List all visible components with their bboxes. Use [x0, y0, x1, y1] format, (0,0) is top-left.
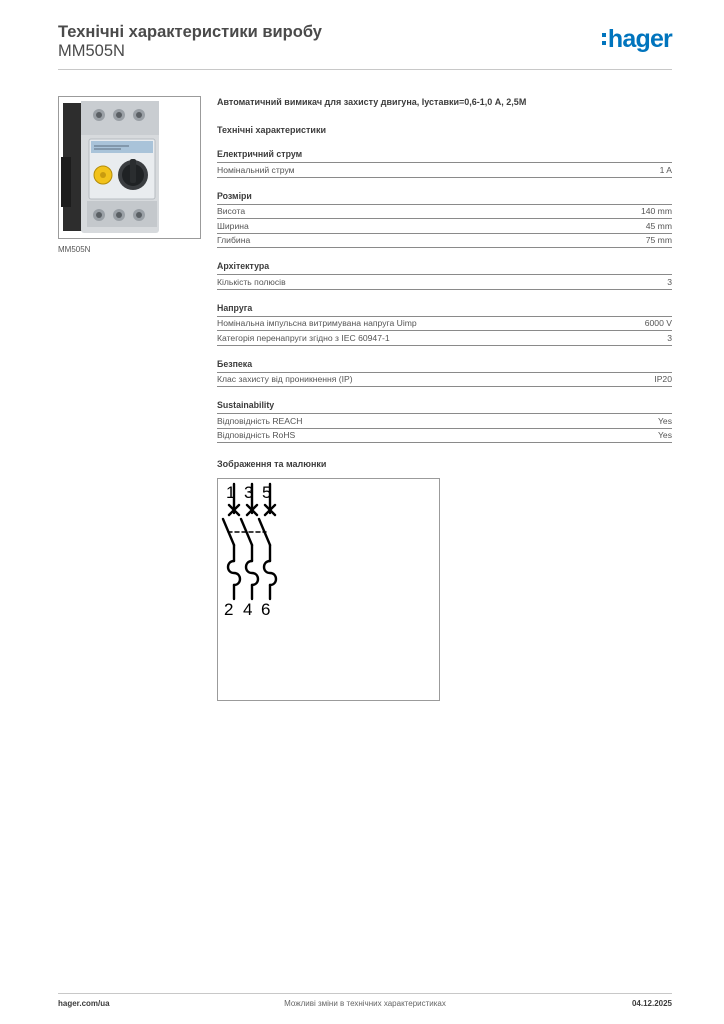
- logo-wordmark: hager: [607, 24, 672, 53]
- spec-value: 3: [667, 332, 672, 343]
- spec-label: Кількість полюсів: [217, 276, 286, 287]
- spec-group-title: Електричний струм: [217, 149, 672, 163]
- spec-row: [217, 429, 672, 444]
- spec-row: [217, 275, 672, 290]
- spec-row: [217, 414, 672, 429]
- motor-circuit-breaker-photo: [59, 97, 200, 238]
- document-title: Технічні характеристики виробу: [58, 23, 322, 41]
- footer-notice: Можливі зміни в технічних характеристиках: [284, 999, 446, 1008]
- spec-label: Висота: [217, 206, 246, 217]
- specs-heading: Технічні характеристики: [217, 125, 326, 135]
- spec-group-title: Безпека: [217, 359, 672, 373]
- spec-group-voltage: [217, 303, 672, 346]
- product-image: [58, 96, 201, 239]
- spec-label: Відповідність REACH: [217, 415, 303, 426]
- terminal-label: 1: [226, 483, 236, 502]
- footer-date: 04.12.2025: [631, 999, 672, 1008]
- product-image-caption: MM505N: [58, 245, 91, 254]
- spec-value: 6000 V: [644, 318, 672, 329]
- spec-label: Категорія перенапруги згідно з IEC 60947-1: [217, 332, 390, 343]
- spec-group-title: Напруга: [217, 303, 672, 317]
- product-code: MM505N: [58, 42, 125, 60]
- spec-group-title: Архітектура: [217, 261, 672, 275]
- terminal-label: 4: [243, 600, 253, 619]
- terminal-label: 5: [262, 483, 272, 502]
- spec-content: [217, 96, 672, 443]
- spec-value: 140 mm: [640, 206, 672, 217]
- spec-value: 3: [667, 276, 672, 287]
- spec-value: 45 mm: [645, 220, 672, 231]
- spec-group-title: Розміри: [217, 191, 672, 205]
- spec-row: [217, 373, 672, 388]
- spec-label: Відповідність RoHS: [217, 430, 296, 441]
- spec-label: Номінальна імпульсна витримувана напруга Uimp: [217, 318, 417, 329]
- terminal-label: 3: [244, 483, 254, 502]
- product-description: Автоматичний вимикач для захисту двигуна, Іуставки=0,6-1,0 А, 2,5М: [217, 97, 527, 107]
- spec-value: IP20: [654, 374, 672, 385]
- spec-row: [217, 205, 672, 220]
- spec-row: [217, 219, 672, 234]
- spec-value: 75 mm: [645, 235, 672, 246]
- spec-group-safety: [217, 359, 672, 388]
- page-header: [58, 20, 672, 70]
- spec-row: [217, 163, 672, 178]
- hager-logo: [602, 22, 672, 56]
- spec-group-title: Sustainability: [217, 400, 672, 414]
- spec-group-dimensions: [217, 191, 672, 249]
- spec-value: 1 A: [659, 164, 672, 175]
- terminal-label: 2: [224, 600, 234, 619]
- spec-label: Глибина: [217, 235, 251, 246]
- spec-group-sustainability: [217, 400, 672, 443]
- spec-label: Клас захисту від проникнення (IP): [217, 374, 353, 385]
- spec-label: Ширина: [217, 220, 249, 231]
- spec-value: Yes: [657, 415, 672, 426]
- three-pole-breaker-schematic: [218, 479, 439, 700]
- spec-value: Yes: [657, 430, 672, 441]
- spec-group-electric-current: [217, 149, 672, 178]
- spec-row: [217, 317, 672, 332]
- logo-colon-mark: [602, 33, 606, 45]
- footer-website[interactable]: hager.com/ua: [58, 999, 110, 1008]
- page-footer: [58, 993, 672, 1015]
- spec-label: Номінальний струм: [217, 164, 295, 175]
- spec-group-architecture: [217, 261, 672, 290]
- wiring-diagram: [217, 478, 440, 701]
- images-heading: Зображення та малюнки: [217, 459, 327, 469]
- spec-row: [217, 331, 672, 346]
- spec-row: [217, 234, 672, 249]
- terminal-label: 6: [261, 600, 271, 619]
